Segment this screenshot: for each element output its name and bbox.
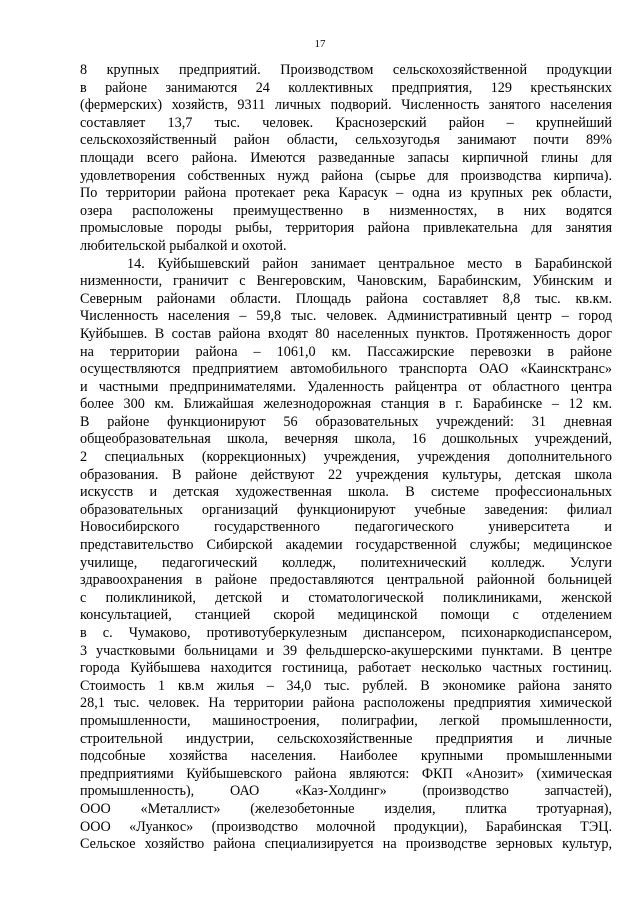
text-line: площади всего района. Имеются разведанные запасы кирпичной глины для [80,149,612,166]
text-line: удовлетворения собственных нужд района (сырье для производства кирпича). [80,167,612,184]
text-line: 3 участковыми больницами и 39 фельдшерско-акушерскими пунктами. В центре [80,642,612,659]
text-line: представительство Сибирской академии государственной службы; медицинское [80,537,612,554]
text-line: В районе функционируют 56 образовательных учреждений: 31 дневная [80,413,612,430]
text-line: искусств и детская художественная школа. В системе профессиональных [80,484,612,501]
page-number: 17 [314,38,326,50]
text-line: 28,1 тыс. человек. На территории района расположены предприятия химической [80,695,612,712]
text-line: промышленность), ОАО «Каз-Холдинг» (производство запчастей), [80,783,612,800]
text-line: 14. Куйбышевский район занимает центральное место в Барабинской [127,255,612,272]
text-line: и частными предпринимателями. Удаленность райцентра от областного центра [80,378,612,395]
text-line: 8 крупных предприятий. Производством сельскохозяйственной продукции [80,62,612,78]
text-line: училище, педагогический колледж, политехнический колледж. Услуги [80,554,612,571]
text-line: более 300 км. Ближайшая железнодорожная станция в г. Барабинске – 12 км. [80,396,612,413]
text-line: По территории района протекает река Карасук – одна из крупных рек области, [80,185,612,202]
text-line: осуществляются предприятием автомобильного транспорта ОАО «Каинсктранс» [80,361,612,378]
text-line: Новосибирского государственного педагогического университета и [80,519,612,536]
text-line: общеобразовательная школа, вечерняя школа, 16 дошкольных учреждений, [80,431,612,448]
text-line: с поликлиникой, детской и стоматологической поликлиниками, женской [80,589,612,606]
text-line: здравоохранения в районе предоставляются центральной районной больницей [80,572,612,589]
text-line: Стоимость 1 кв.м жилья – 34,0 тыс. рублей. В экономике района занято [80,677,612,694]
text-line: озера расположены преимущественно в низменностях, в них водятся [80,202,612,219]
text-line: Численность населения – 59,8 тыс. человек. Административный центр – город [80,308,612,325]
text-line: консультацией, станцией скорой медицинской помощи с отделением [80,607,612,624]
text-line: 2 специальных (коррекционных) учреждения, учреждения дополнительного [80,449,612,466]
text-line: составляет 13,7 тыс. человек. Краснозерский район – крупнейший [80,114,612,131]
text-line: Сельское хозяйство района специализируется на производстве зерновых культур, [80,836,612,853]
text-line: на территории района – 1061,0 км. Пассажирские перевозки в районе [80,343,612,360]
body-text [80,62,612,854]
text-line: в районе занимаются 24 коллективных предприятия, 129 крестьянских [80,79,612,96]
text-line: Северным районами области. Площадь района составляет 8,8 тыс. кв.км. [80,290,612,307]
text-line: образования. В районе действуют 22 учреждения культуры, детская школа [80,466,612,483]
text-line: ООО «Луанкос» (производство молочной продукции), Барабинская ТЭЦ. [80,818,612,835]
text-line: подсобные хозяйства населения. Наиболее крупными промышленными [80,748,612,765]
text-line: строительной индустрии, сельскохозяйственные предприятия и личные [80,730,612,747]
text-line: любительской рыбалкой и охотой. [80,237,287,254]
text-line: ООО «Металлист» (железобетонные изделия, плитка тротуарная), [80,800,612,817]
text-line: низменности, граничит с Венгеровским, Чановским, Барабинским, Убинским и [80,273,612,290]
text-line: промысловые породы рыбы, территория района привлекательна для занятия [80,220,612,237]
text-line: предприятиями Куйбышевского района являются: ФКП «Анозит» (химическая [80,765,612,782]
text-line: (фермерских) хозяйств, 9311 личных подворий. Численность занятого населения [80,97,612,114]
text-line: сельскохозяйственный район области, сельхозугодья занимают почти 89% [80,132,612,149]
text-line: города Куйбышева находится гостиница, работает несколько частных гостиниц. [80,660,612,677]
text-line: промышленности, машиностроения, полиграфии, легкой промышленности, [80,712,612,729]
text-line: образовательных организаций функционируют учебные заведения: филиал [80,501,612,518]
text-line: Куйбышев. В состав района входят 80 населенных пунктов. Протяженность дорог [80,325,612,342]
text-line: в с. Чумаково, противотуберкулезным диспансером, психонаркодиспансером, [80,625,612,641]
